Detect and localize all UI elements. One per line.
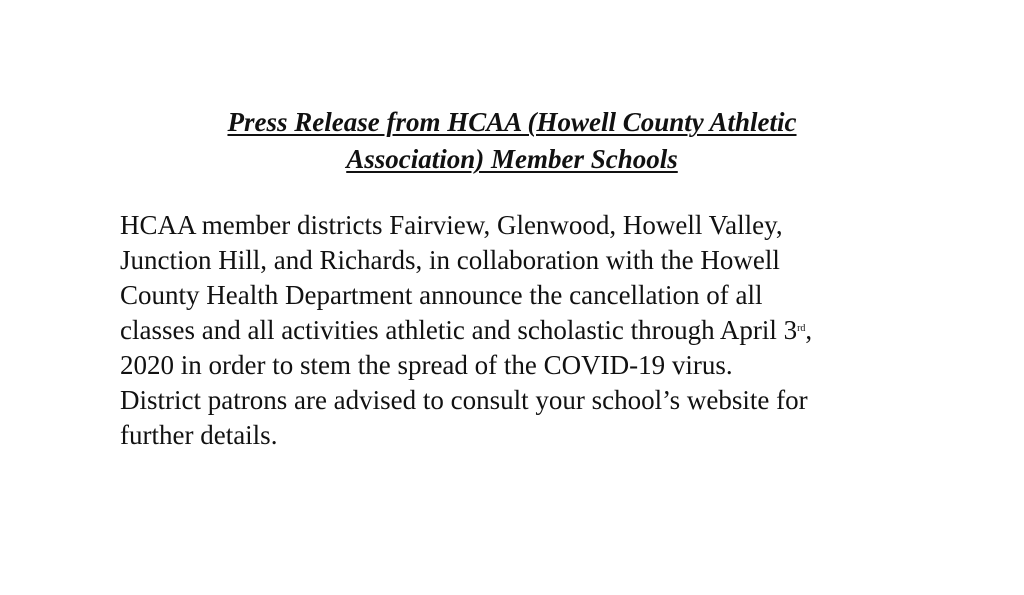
ordinal-suffix: rd (797, 323, 806, 334)
body-line-3: County Health Department announce the cancellation of all (120, 280, 763, 310)
press-release-title (150, 104, 874, 178)
body-line-4 (120, 313, 920, 348)
body-line-4-comma: , (805, 315, 813, 345)
body-line-4-text: classes and all activities athletic and scholastic through April 3 (120, 315, 798, 345)
title-line-2: Association) Member Schools (346, 144, 678, 174)
body-line-1: HCAA member districts Fairview, Glenwood, Howell Valley, (120, 210, 783, 240)
body-line-2: Junction Hill, and Richards, in collaboration with the Howell (120, 245, 780, 275)
press-release-body (120, 208, 920, 453)
title-line-1: Press Release from HCAA (Howell County Athletic (227, 107, 797, 137)
body-line-7: further details. (120, 420, 278, 450)
body-line-6: District patrons are advised to consult your school’s website for (120, 385, 808, 415)
body-line-5: 2020 in order to stem the spread of the COVID-19 virus. (120, 350, 733, 380)
